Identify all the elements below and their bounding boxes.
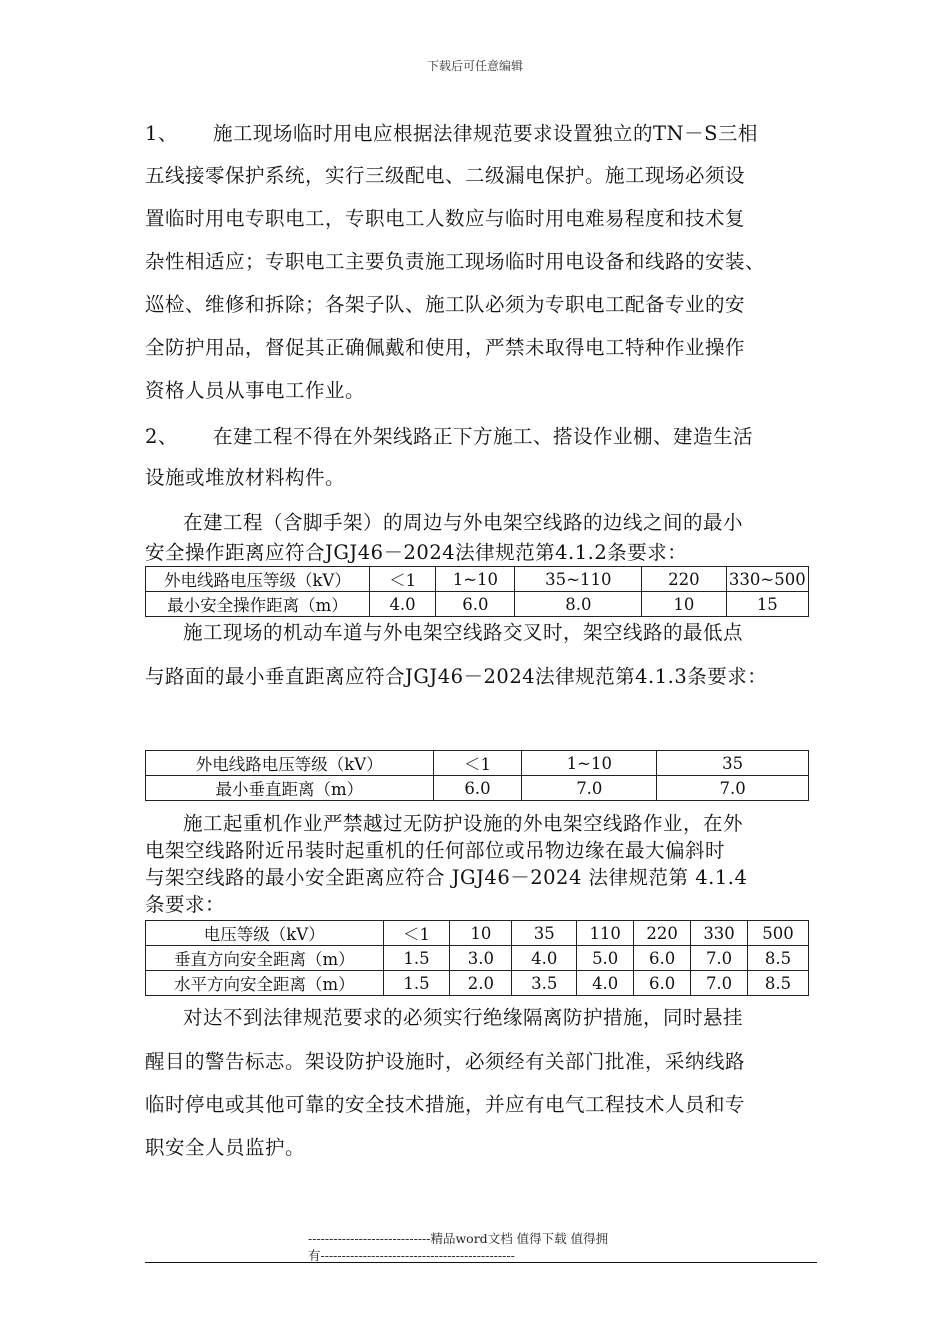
table-cell: 3.5	[512, 971, 577, 996]
table-cell: 10	[450, 921, 512, 946]
para5-line2: 电架空线路附近吊装时起重机的任何部位或吊物边缘在最大偏斜时	[145, 839, 726, 862]
table-cell: 10	[642, 592, 726, 617]
para1-line4: 杂性相适应；专职电工主要负责施工现场临时用电设备和线路的安装、	[145, 250, 766, 273]
table-cell: 8.5	[748, 971, 809, 996]
table-cell: 1~10	[436, 567, 515, 592]
para1-line2: 五线接零保护系统，实行三级配电、二级漏电保护。施工现场必须设	[145, 164, 746, 187]
table-cell: 7.0	[691, 946, 748, 971]
para1-number: 1、	[145, 122, 178, 145]
footer-line1: -----------------------------精品word文档 值得下载 值得拥	[308, 1231, 609, 1246]
table-cell: ＜1	[383, 921, 450, 946]
para6-line3: 临时停电或其他可靠的安全技术措施，并应有电气工程技术人员和专	[145, 1093, 746, 1116]
table-cell: 500	[748, 921, 809, 946]
table-cell: 7.0	[691, 971, 748, 996]
table-cell: 4.0	[512, 946, 577, 971]
table-cell: ＜1	[369, 567, 436, 592]
table-row	[146, 946, 809, 971]
table-cell: 35	[512, 921, 577, 946]
para5-line3: 与架空线路的最小安全距离应符合 JGJ46－2024 法律规范第 4.1.4	[145, 866, 748, 889]
table-cell: 1.5	[383, 946, 450, 971]
table-row	[146, 971, 809, 996]
table-cell: 330~500	[726, 567, 808, 592]
table-cell: 220	[642, 567, 726, 592]
para5-line1: 施工起重机作业严禁越过无防护设施的外电架空线路作业，在外	[183, 812, 744, 835]
para2-number: 2、	[145, 425, 178, 448]
table-row	[146, 921, 809, 946]
table-cell: 7.0	[657, 776, 809, 801]
para6-line1: 对达不到法律规范要求的必须实行绝缘隔离防护措施，同时悬挂	[183, 1006, 744, 1029]
table-cell: 110	[577, 921, 634, 946]
table-cell: 6.0	[634, 946, 691, 971]
para1-line5: 巡检、维修和拆除；各架子队、施工队必须为专职电工配备专业的安	[145, 293, 746, 316]
table-cell: ＜1	[433, 751, 522, 776]
table-cell: 4.0	[577, 971, 634, 996]
table-cell: 3.0	[450, 946, 512, 971]
table-cell: 外电线路电压等级（kV）	[146, 751, 434, 776]
table-cell: 330	[691, 921, 748, 946]
para4-line2: 与路面的最小垂直距离应符合JGJ46－2024法律规范第4.1.3条要求：	[145, 665, 768, 688]
table-cell: 电压等级（kV）	[146, 921, 384, 946]
table-row	[146, 776, 809, 801]
table-cell: 7.0	[522, 776, 657, 801]
table-operating-distance	[145, 566, 809, 617]
para3-line1: 在建工程（含脚手架）的周边与外电架空线路的边线之间的最小	[183, 511, 744, 534]
para1-line7: 资格人员从事电工作业。	[145, 379, 366, 402]
table-cell: 外电线路电压等级（kV）	[146, 567, 370, 592]
page-header: 下载后可任意编辑	[426, 59, 523, 73]
para1-line1: 1、 施工现场临时用电应根据法律规范要求设置独立的TN－S三相	[145, 122, 758, 145]
footer-rule	[145, 1262, 817, 1263]
table-cell: 2.0	[450, 971, 512, 996]
table-cell: 6.0	[634, 971, 691, 996]
table-row	[146, 567, 809, 592]
para5-line4: 条要求：	[145, 893, 226, 916]
footer-line2: 有----------------------------------------------	[308, 1248, 515, 1263]
para1-line3: 置临时用电专职电工，专职电工人数应与临时用电难易程度和技术复	[145, 207, 746, 230]
para3-line2: 安全操作距离应符合JGJ46－2024法律规范第4.1.2条要求：	[145, 541, 688, 564]
para1-line6: 全防护用品，督促其正确佩戴和使用，严禁未取得电工特种作业操作	[145, 336, 746, 359]
table-cell: 15	[726, 592, 808, 617]
table-cell: 6.0	[433, 776, 522, 801]
table-cell: 6.0	[436, 592, 515, 617]
table-cell: 4.0	[369, 592, 436, 617]
para6-line2: 醒目的警告标志。架设防护设施时，必须经有关部门批准，采纳线路	[145, 1050, 746, 1073]
table-cell: 8.0	[515, 592, 642, 617]
para2-line2: 设施或堆放材料构件。	[145, 466, 346, 489]
table-row	[146, 751, 809, 776]
para4-line1: 施工现场的机动车道与外电架空线路交叉时，架空线路的最低点	[183, 621, 744, 644]
table-crane-distance	[145, 920, 809, 996]
table-cell: 8.5	[748, 946, 809, 971]
table-cell: 220	[634, 921, 691, 946]
table-cell: 35	[657, 751, 809, 776]
table-cell: 水平方向安全距离（m）	[146, 971, 384, 996]
table-row	[146, 592, 809, 617]
table-cell: 5.0	[577, 946, 634, 971]
table-cell: 1.5	[383, 971, 450, 996]
table-cell: 35~110	[515, 567, 642, 592]
para6-line4: 职安全人员监护。	[145, 1136, 306, 1159]
table-cell: 最小安全操作距离（m）	[146, 592, 370, 617]
table-cell: 1~10	[522, 751, 657, 776]
table-vertical-distance	[145, 750, 809, 801]
para2-line1: 2、 在建工程不得在外架线路正下方施工、搭设作业棚、建造生活	[145, 425, 754, 448]
table-cell: 最小垂直距离（m）	[146, 776, 434, 801]
table-cell: 垂直方向安全距离（m）	[146, 946, 384, 971]
